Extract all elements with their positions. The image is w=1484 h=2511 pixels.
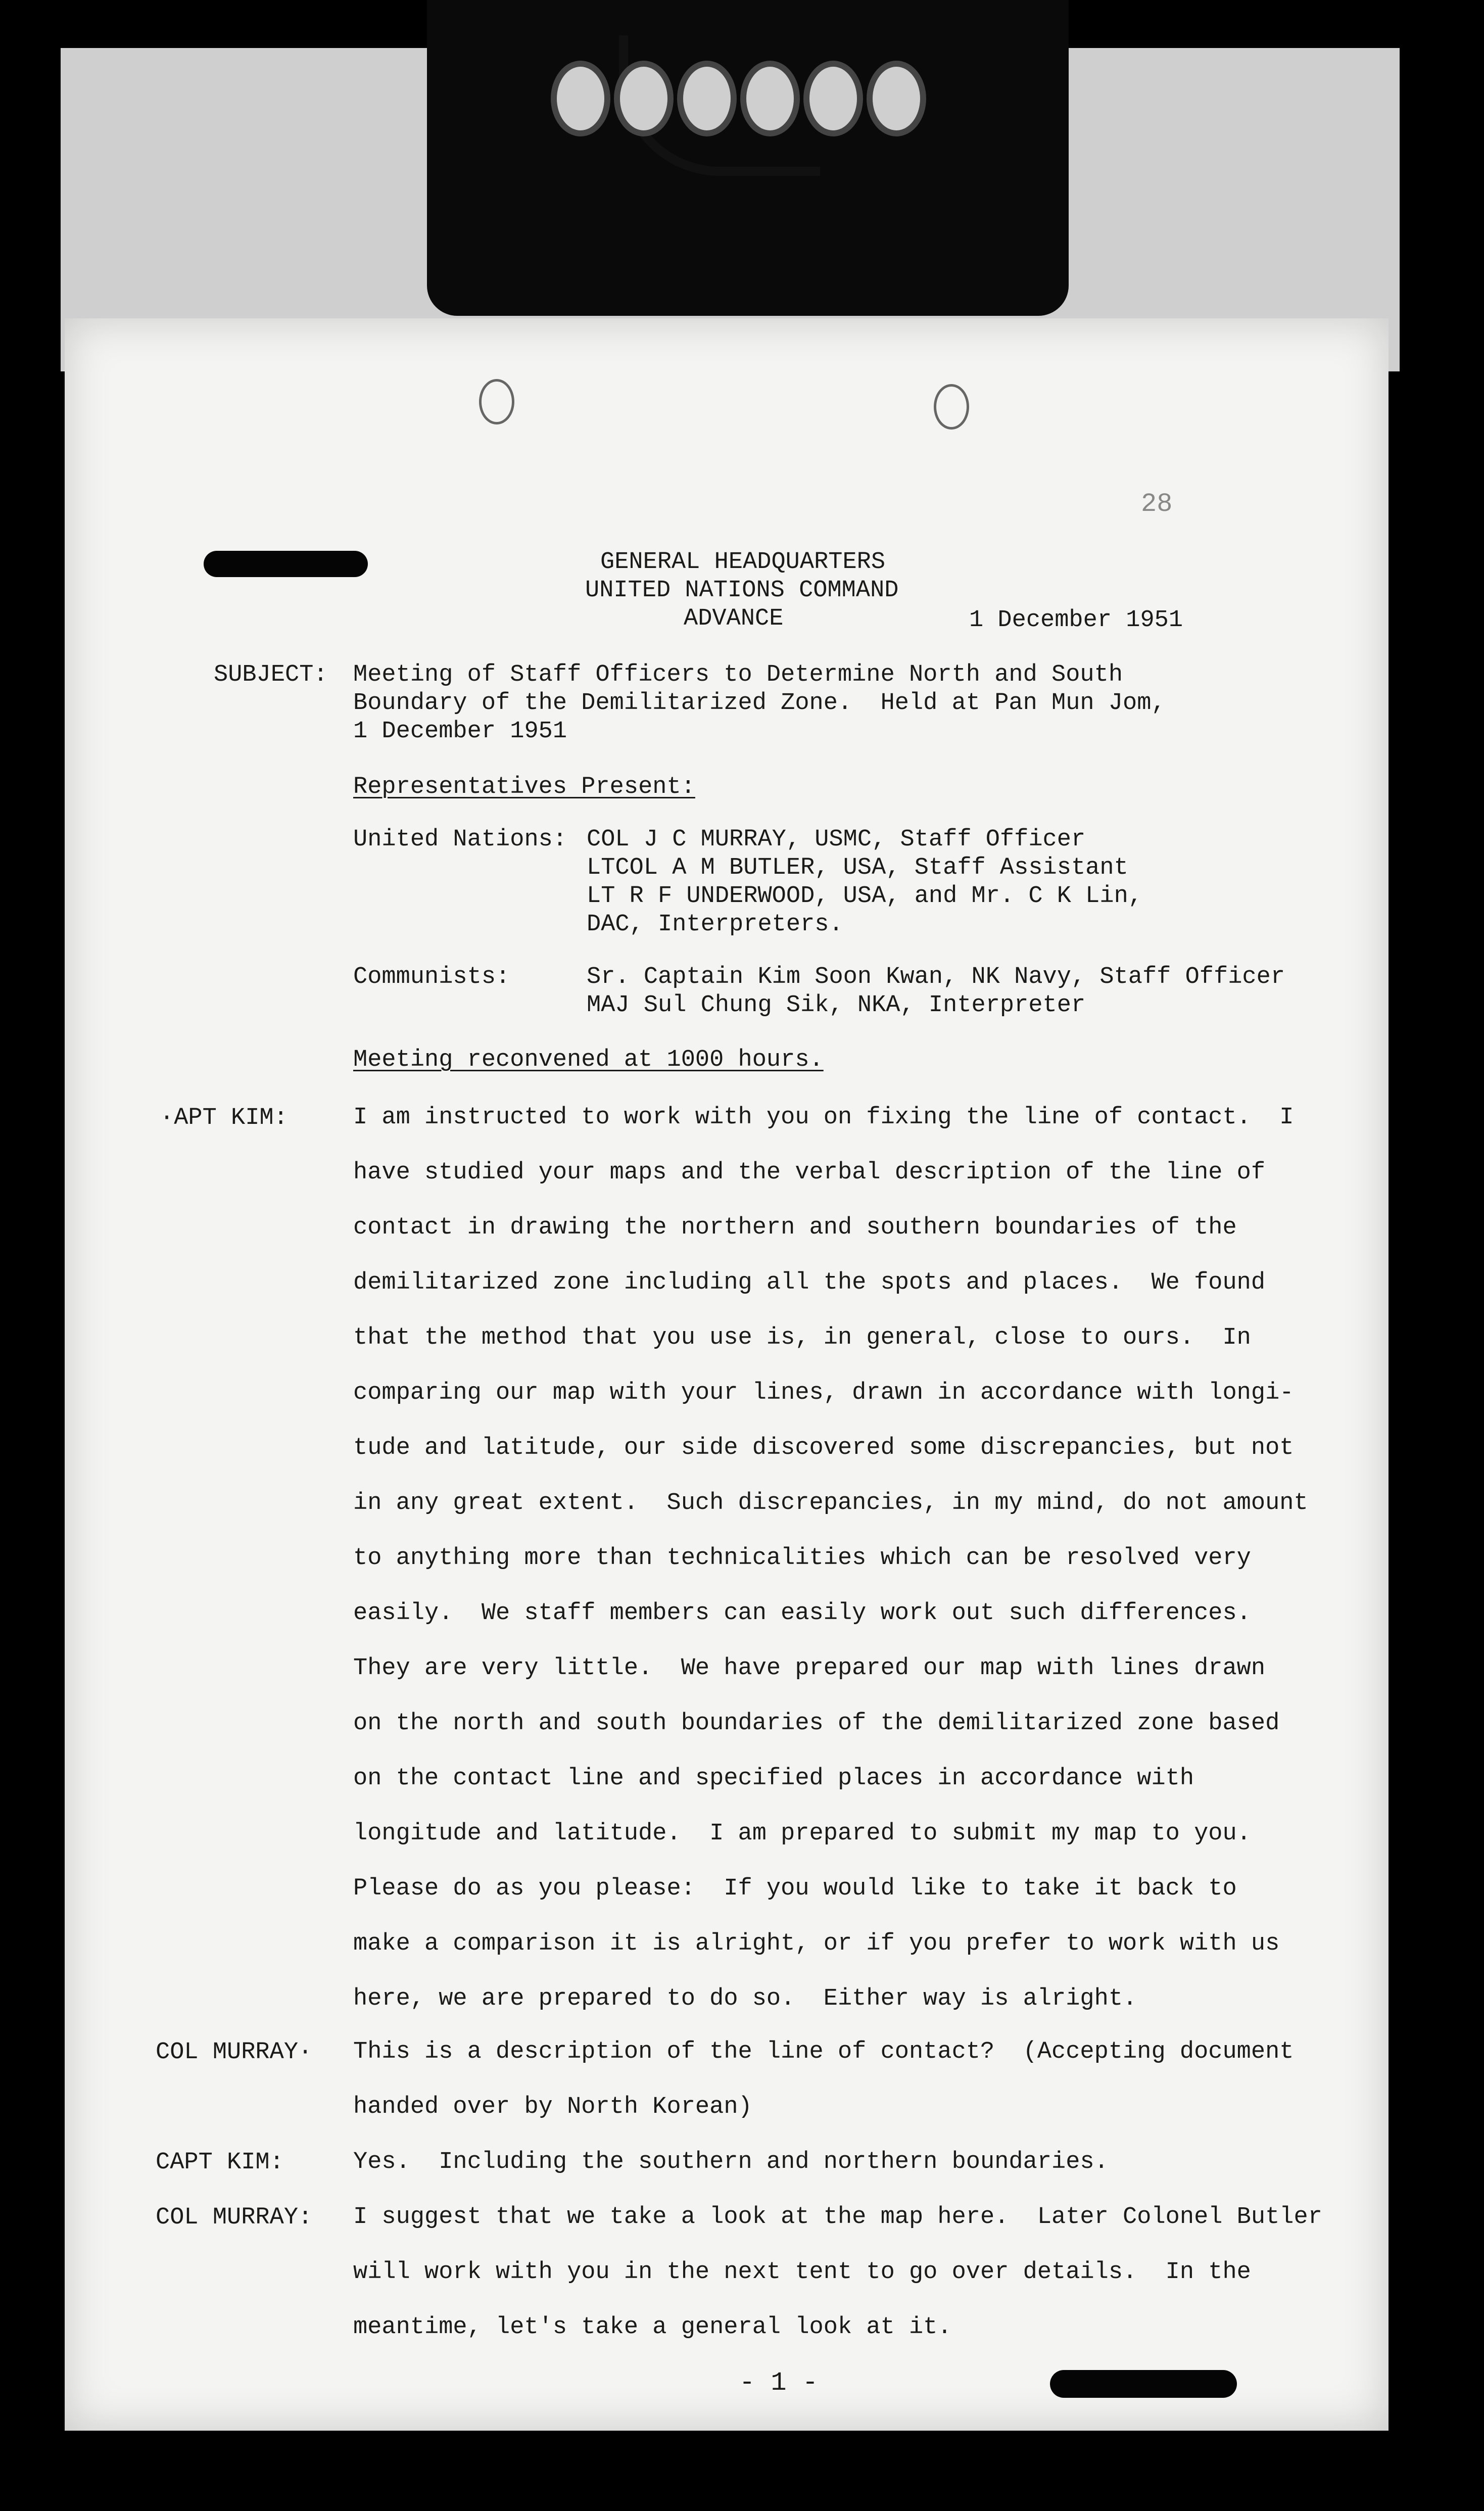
punch-hole (479, 379, 514, 424)
counter-digit (551, 61, 610, 136)
statement-line: tude and latitude, our side discovered some discrepancies, but not (353, 1435, 1294, 1461)
communist-rep-line: MAJ Sul Chung Sik, NKA, Interpreter (587, 992, 1086, 1019)
statement-line: I suggest that we take a look at the map here. Later Colonel Butler (353, 2204, 1322, 2231)
counter-digit (867, 61, 926, 136)
statement-line: in any great extent. Such discrepancies, in my mind, do not amount (353, 1490, 1308, 1517)
statement-line: make a comparison it is alright, or if you prefer to work with us (353, 1930, 1280, 1957)
un-rep-line: LT R F UNDERWOOD, USA, and Mr. C K Lin, (587, 883, 1142, 910)
un-rep-line: COL J C MURRAY, USMC, Staff Officer (587, 826, 1086, 853)
representatives-heading: Representatives Present: (353, 774, 695, 800)
statement-line: longitude and latitude. I am prepared to submit my map to you. (353, 1820, 1251, 1847)
counter-digit (803, 61, 863, 136)
statement-line: comparing our map with your lines, drawn in accordance with longi- (353, 1380, 1294, 1406)
speaker-label: ·APT KIM: (160, 1105, 288, 1131)
un-rep-line: LTCOL A M BUTLER, USA, Staff Assistant (587, 855, 1128, 881)
statement-line: I am instructed to work with you on fixing the line of contact. I (353, 1104, 1294, 1131)
document-page (65, 318, 1389, 2431)
page-number: - 1 - (739, 2368, 819, 2398)
header-line-2: UNITED NATIONS COMMAND (585, 577, 899, 604)
statement-line: on the north and south boundaries of the demilitarized zone based (353, 1710, 1280, 1737)
redaction-mark (204, 551, 368, 577)
counter-digit (677, 61, 737, 136)
subject-line: 1 December 1951 (353, 718, 567, 745)
statement-line: handed over by North Korean) (353, 2094, 752, 2120)
statement-line: on the contact line and specified places in accordance with (353, 1765, 1194, 1792)
statement-line: have studied your maps and the verbal description of the line of (353, 1159, 1266, 1186)
statement-line: easily. We staff members can easily work out such differences. (353, 1600, 1251, 1627)
statement-line: to anything more than technicalities which can be resolved very (353, 1545, 1251, 1572)
statement-line: that the method that you use is, in general, close to ours. In (353, 1324, 1251, 1351)
statement-line: Yes. Including the southern and northern boundaries. (353, 2149, 1109, 2175)
un-label: United Nations: (353, 826, 567, 853)
communist-rep-line: Sr. Captain Kim Soon Kwan, NK Navy, Staff Officer (587, 964, 1285, 990)
punch-hole (934, 384, 969, 430)
subject-label: SUBJECT: (214, 661, 328, 688)
un-rep-line: DAC, Interpreters. (587, 911, 843, 938)
counter-digit (740, 61, 800, 136)
reconvened-note: Meeting reconvened at 1000 hours. (353, 1047, 824, 1073)
header-line-3: ADVANCE (684, 605, 784, 632)
speaker-label: COL MURRAY· (156, 2039, 313, 2066)
statement-line: will work with you in the next tent to go over details. In the (353, 2259, 1251, 2286)
page-mark: 28 (1141, 489, 1173, 519)
statement-line: here, we are prepared to do so. Either way is alright. (353, 1985, 1137, 2012)
speaker-label: CAPT KIM: (156, 2149, 284, 2176)
binder-clip (427, 0, 1069, 316)
subject-line: Boundary of the Demilitarized Zone. Held at Pan Mun Jom, (353, 690, 1166, 717)
speaker-label: COL MURRAY: (156, 2204, 313, 2231)
statement-line: meantime, let's take a general look at it. (353, 2314, 952, 2341)
statement-line: This is a description of the line of contact? (Accepting document (353, 2039, 1294, 2065)
communists-label: Communists: (353, 964, 510, 990)
statement-line: Please do as you please: If you would like to take it back to (353, 1875, 1237, 1902)
statement-line: contact in drawing the northern and southern boundaries of the (353, 1214, 1237, 1241)
statement-line: They are very little. We have prepared our map with lines drawn (353, 1655, 1266, 1682)
subject-line: Meeting of Staff Officers to Determine North and South (353, 661, 1123, 688)
document-date: 1 December 1951 (969, 607, 1183, 634)
statement-line: demilitarized zone including all the spots and places. We found (353, 1269, 1266, 1296)
counter-digit (614, 61, 674, 136)
redaction-mark (1050, 2370, 1237, 2398)
header-line-1: GENERAL HEADQUARTERS (600, 549, 886, 576)
